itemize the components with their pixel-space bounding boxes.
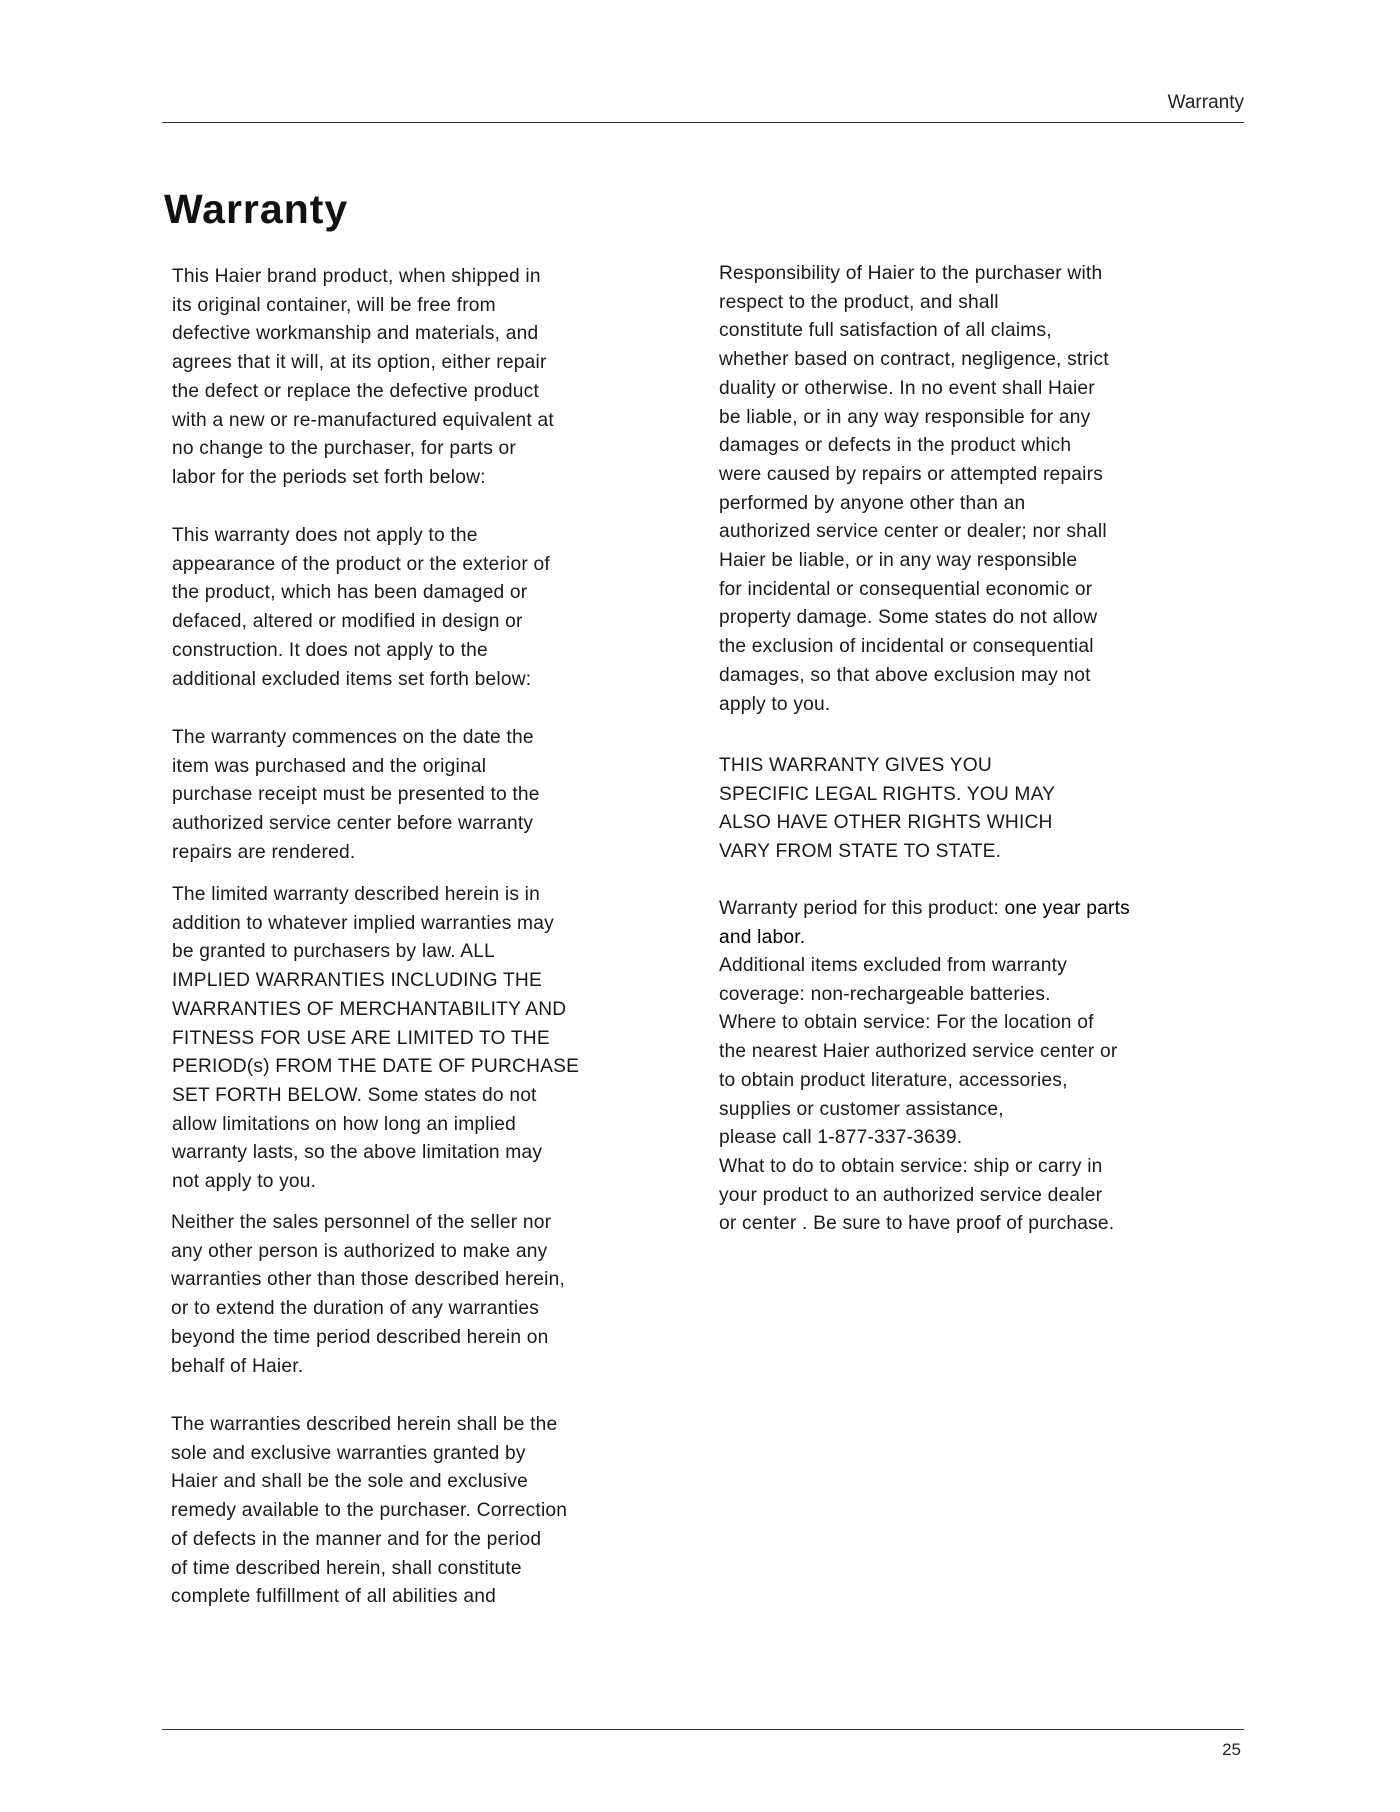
right-paragraph-3: Additional items excluded from warranty coverage: non-rechargeable batteries. Where to obtain service: For the location of the nearest Haier authorized service center or to obtain product literature, accessories, supplies or customer assistance, please call 1-877-337-3639. What to do to obtain service: ship or carry in your product to an authorized service dealer or center . Be sure to have proof of purchase.: [719, 955, 1118, 1235]
running-header-title: Warranty: [1167, 92, 1244, 113]
footer-rule: [162, 1729, 1244, 1730]
warranty-period-value-line1: one year parts: [1004, 898, 1130, 919]
page-number: 25: [1222, 1740, 1241, 1759]
left-paragraph-4: The limited warranty described herein is in addition to whatever implied warranties may be granted to purchasers by law. ALL IMPLIED WARRANTIES INCLUDING THE WARRANTIES OF MERCHANTABILITY AND FITNESS FOR USE ARE LIMITED TO THE PERIOD(s) FROM THE DATE OF PURCHASE SET FORTH BELOW. Some states do not allow limitations on how long an implied warranty lasts, so the above limitation may not apply to you.: [172, 884, 580, 1193]
warranty-period-label: Warranty period for this product:: [719, 898, 1005, 919]
left-paragraph-2: This warranty does not apply to the appearance of the product or the exterior of the product, which has been damaged or defaced, altered or modified in design or construction. It does not apply to the additional excluded items set forth below:: [172, 525, 550, 690]
warranty-period: [719, 895, 1130, 952]
right-paragraph-2: THIS WARRANTY GIVES YOU SPECIFIC LEGAL RIGHTS. YOU MAY ALSO HAVE OTHER RIGHTS WHICH VARY FROM STATE TO STATE.: [719, 755, 1056, 863]
page-title: Warranty: [164, 186, 349, 232]
right-paragraph-1: Responsibility of Haier to the purchaser with respect to the product, and shall constitute full satisfaction of all claims, whether based on contract, negligence, strict duality or otherwise. In no event shall Haier be liable, or in any way responsible for any damages or defects in the product which were caused by repairs or attempted repairs performed by anyone other than an authorized service center or dealer; nor shall Haier be liable, or in any way responsible for incidental or consequential economic or property damage. Some states do not allow the exclusion of incidental or consequential damages, so that above exclusion may not apply to you.: [719, 263, 1109, 715]
left-paragraph-3: The warranty commences on the date the item was purchased and the original purchase receipt must be presented to the authorized service center before warranty repairs are rendered.: [172, 727, 540, 863]
left-paragraph-1: This Haier brand product, when shipped in its original container, will be free from defective workmanship and materials, and agrees that it will, at its option, either repair the defect or replace the defective product with a new or re-manufactured equivalent at no change to the purchaser, for parts or labor for the periods set forth below:: [172, 266, 554, 488]
warranty-period-value-line2: and labor.: [719, 926, 806, 948]
header-rule: [162, 122, 1244, 123]
left-paragraph-6: The warranties described herein shall be the sole and exclusive warranties granted by Haier and shall be the sole and exclusive remedy available to the purchaser. Correction of defects in the manner and for the period of time described herein, shall constitute complete fulfillment of all abilities and: [171, 1414, 568, 1608]
left-paragraph-5: Neither the sales personnel of the seller nor any other person is authorized to make any warranties other than those described herein, or to extend the duration of any warranties beyond the time period described herein on behalf of Haier.: [171, 1212, 566, 1377]
